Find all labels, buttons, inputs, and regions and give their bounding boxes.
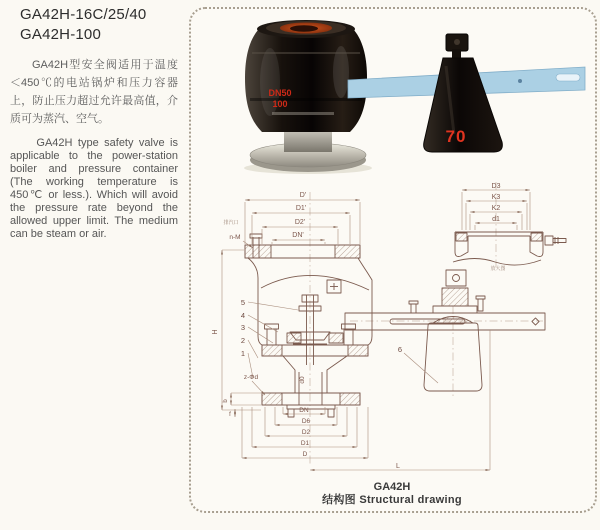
callout-1: 1 <box>240 349 246 358</box>
lever-assembly <box>345 270 545 391</box>
dim-label-d1-out: D1' <box>295 205 307 212</box>
valve-section <box>245 234 372 417</box>
dim-label-d0: d0 <box>299 376 306 384</box>
dimension-labels <box>212 183 506 470</box>
product-title-line2: GA42H-100 <box>20 26 102 43</box>
dim-label-k2: K2 <box>491 205 501 212</box>
dim-label-h: H <box>212 329 219 335</box>
dim-label-d6: D6 <box>301 418 311 425</box>
dim-label-d2-out: D2' <box>294 219 306 226</box>
structural-drawing <box>195 180 595 480</box>
left-text-column <box>10 6 180 241</box>
callout-2: 2 <box>240 336 246 345</box>
dim-label-d: D <box>302 451 308 458</box>
dim-label-f: f <box>229 412 231 418</box>
maker-mark <box>272 112 334 115</box>
callout-3: 3 <box>240 323 246 332</box>
body-band <box>250 98 362 101</box>
product-title-line1: GA42H-16C/25/40 <box>20 6 147 23</box>
weight-value-label: 70 <box>445 127 467 146</box>
detail-view <box>453 232 566 265</box>
note-outlet: 排汽口 <box>223 220 239 226</box>
lever-slot <box>556 74 580 81</box>
drawing-caption <box>191 481 593 507</box>
description-chinese: GA42H型安全阀适用于温度＜450℃的电站锅炉和压力容器上，防止压力超过允许最高值，介质可为蒸汽、空气。 <box>10 59 178 125</box>
dim-label-d-out: D' <box>299 192 307 199</box>
valve-size-label-line1: DN50 <box>268 88 292 98</box>
valve-photo <box>200 12 590 180</box>
dim-label-dn-out: DN' <box>292 232 304 239</box>
dim-label-d1-detail: d1 <box>492 216 500 223</box>
lever-pin <box>518 79 522 83</box>
description-english: GA42H type safety valve is applicable to the power-station boiler and pressure container (The working temperature is 450℃ or less.). Which will avoid the pressure rate beyond the allowed upper limit. The medium can be steam or air. <box>10 137 178 240</box>
hanger-nut <box>454 39 460 45</box>
callout-6: 6 <box>397 345 403 354</box>
valve-bore <box>290 25 318 31</box>
callout-4: 4 <box>240 311 246 320</box>
dim-label-d3: D3 <box>491 183 501 190</box>
caption-title: 结构图 Structural drawing <box>322 494 462 506</box>
dim-label-k3: K3 <box>491 194 501 201</box>
note-detail: 放大图 <box>490 266 506 272</box>
dim-label-dn: DN <box>299 407 309 414</box>
dim-label-l: L <box>396 463 400 470</box>
body-band <box>252 52 360 54</box>
dim-label-d2: D2 <box>301 429 311 436</box>
dim-label-zd: z-Φd <box>243 374 259 381</box>
dim-label-b: b <box>223 399 229 403</box>
callout-5: 5 <box>240 298 246 307</box>
caption-model: GA42H <box>373 481 411 493</box>
valve-size-label-line2: 100 <box>272 99 288 109</box>
dim-label-d1: D1 <box>300 440 310 447</box>
dim-label-n-m: n-M <box>229 234 241 241</box>
